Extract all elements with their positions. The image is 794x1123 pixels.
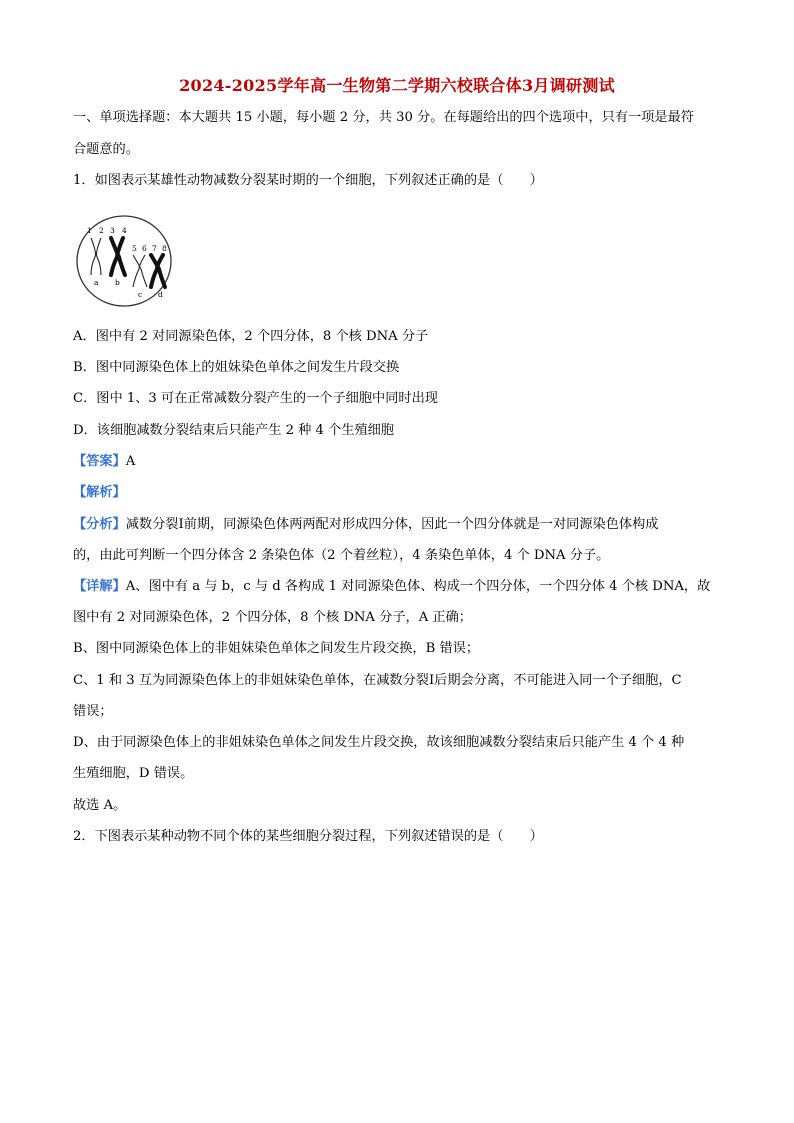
answer-line [73,452,723,472]
label-a: a [94,278,99,287]
fenxi-label: 【分析】 [73,517,126,532]
answer-label: 【答案】 [73,454,126,469]
question-2-stem: 2．下图表示某种动物不同个体的某些细胞分裂过程，下列叙述错误的是（ ） [73,829,543,844]
label-6: 6 [142,244,147,253]
option-d: D．该细胞减数分裂结束后只能产生 2 种 4 个生殖细胞 [73,423,395,438]
fenxi-text-1: 减数分裂Ⅰ前期，同源染色体两两配对形成四分体，因此一个四分体就是一对同源染色体构成 [125,517,659,532]
conclusion: 故选 A。 [73,798,127,813]
answer-value: A [125,454,136,469]
question-1-stem: 1．如图表示某雄性动物减数分裂某时期的一个细胞，下列叙述正确的是（ ） [73,173,543,188]
cell-chromosome-figure [73,213,175,308]
analysis-label: 【解析】 [73,485,126,500]
label-b: b [115,278,120,287]
chromosome-c [133,255,147,287]
option-b: B．图中同源染色体上的姐妹染色单体之间发生片段交换 [73,360,400,375]
detail-line-2: 图中有 2 对同源染色体，2 个四分体，8 个核 DNA 分子，A 正确； [73,610,472,625]
label-7: 7 [152,244,157,253]
option-c: C．图中 1、3 可在正常减数分裂产生的一个子细胞中同时出现 [73,391,438,406]
label-3: 3 [110,226,115,235]
label-1: 1 [87,226,92,235]
chromosome-d [151,255,165,287]
section-heading-line-1: 一、单项选择题：本大题共 15 小题，每小题 2 分，共 30 分。在每题给出的四个选项中，只有一项是最符 [73,110,694,125]
chromosome-b [111,238,125,275]
detail-d-1: D、由于同源染色体上的非姐妹染色单体之间发生片段交换，故该细胞减数分裂结束后只能产生 4 个 4 种 [73,735,685,750]
label-d: d [158,290,163,299]
detail-text-1: A、图中有 a 与 b，c 与 d 各构成 1 对同源染色体、构成一个四分体，一个四分体 4 个核 DNA，故 [125,579,711,594]
detail-b: B、图中同源染色体上的非姐妹染色单体之间发生片段交换，B 错误； [73,641,480,656]
detail-c-1: C、1 和 3 互为同源染色体上的非姐妹染色单体，在减数分裂Ⅰ后期会分离，不可能进入同一个子细胞，C [73,673,682,688]
detail-d-2: 生殖细胞，D 错误。 [73,766,194,781]
page-title: 2024-2025学年高一生物第二学期六校联合体3月调研测试 [179,76,615,95]
option-a: A．图中有 2 对同源染色体，2 个四分体，8 个核 DNA 分子 [73,329,429,344]
fenxi-line-1 [73,515,723,535]
label-4: 4 [122,226,127,235]
fenxi-line-2: 的，由此可判断一个四分体含 2 条染色体（2 个着丝粒），4 条染色单体，4 个 DNA 分子。 [73,548,610,563]
section-heading-line-2: 合题意的。 [73,142,139,157]
analysis-line [73,483,723,503]
label-c: c [138,290,143,299]
detail-c-2: 错误； [73,704,113,719]
label-2: 2 [99,226,104,235]
detail-line-1 [73,577,723,597]
label-8: 8 [162,244,167,253]
detail-label: 【详解】 [73,579,126,594]
chromosome-a [91,238,101,275]
label-5: 5 [132,244,137,253]
